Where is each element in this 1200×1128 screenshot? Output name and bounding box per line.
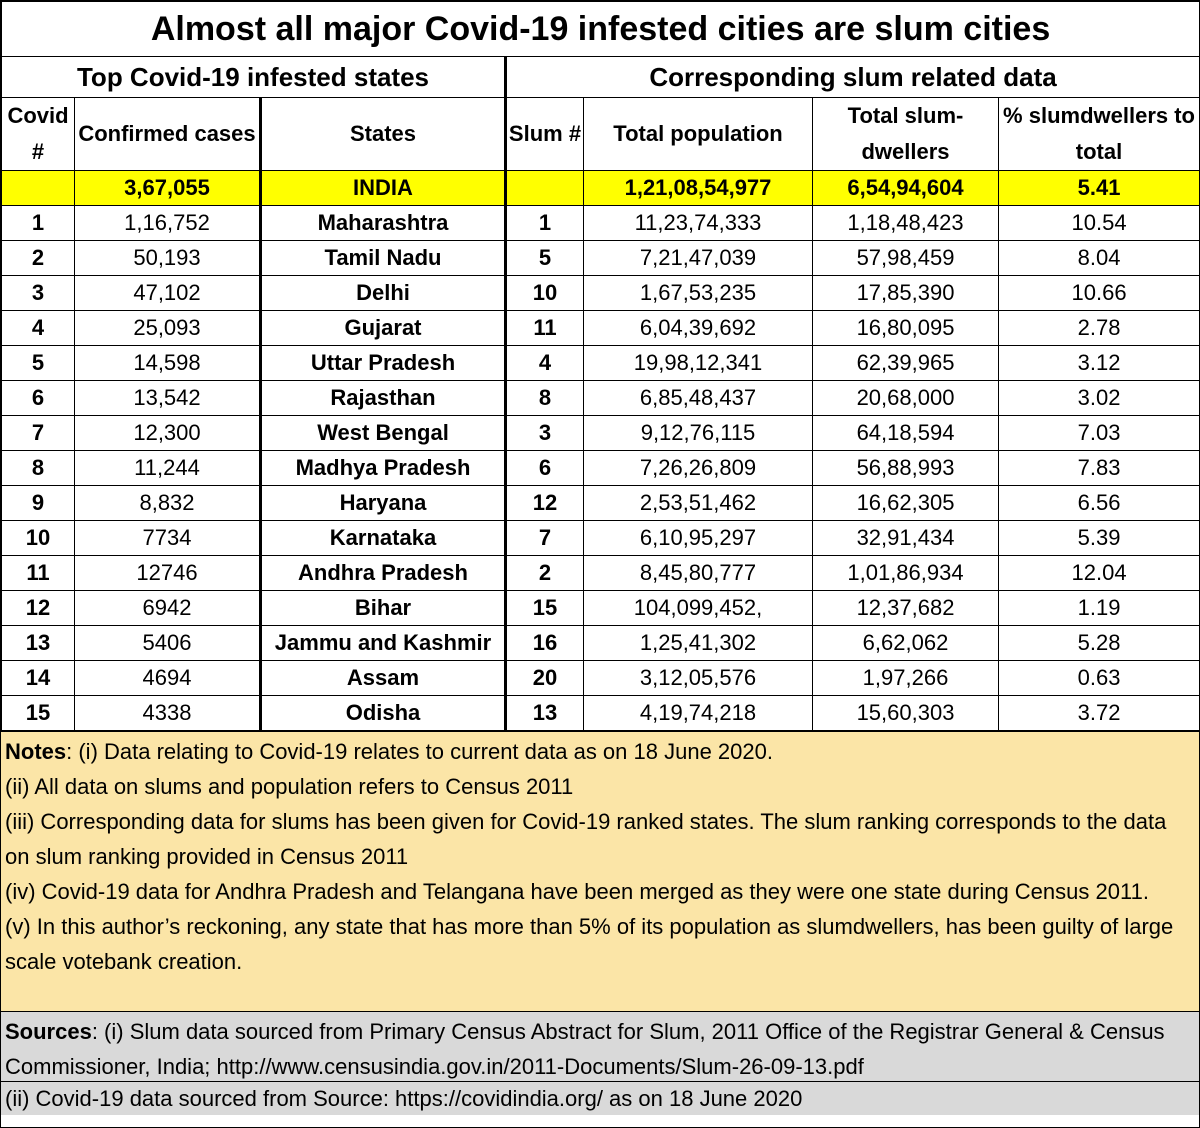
- confirmed-cases: 1,16,752: [75, 206, 261, 241]
- note-line: (iv) Covid-19 data for Andhra Pradesh and Telangana have been merged as they were one state during Census 2011.: [5, 879, 1149, 904]
- total-slumdwellers: 20,68,000: [813, 381, 999, 416]
- covid-rank: 2: [2, 241, 75, 276]
- slum-rank: 2: [506, 556, 584, 591]
- confirmed-cases: 12,300: [75, 416, 261, 451]
- state-name: Tamil Nadu: [261, 241, 506, 276]
- slum-rank: 12: [506, 486, 584, 521]
- table-row: [2, 276, 1200, 311]
- confirmed-cases: 4694: [75, 661, 261, 696]
- total-population: 104,099,452,: [584, 591, 813, 626]
- total-slumdwellers: 62,39,965: [813, 346, 999, 381]
- pct-slumdwellers: 12.04: [999, 556, 1200, 591]
- total-population: 4,19,74,218: [584, 696, 813, 731]
- confirmed-cases: 50,193: [75, 241, 261, 276]
- total-slumdwellers: 6,62,062: [813, 626, 999, 661]
- pct-slumdwellers: 10.54: [999, 206, 1200, 241]
- sources-text: : (i) Slum data sourced from Primary Census Abstract for Slum, 2011 Office of the Registrar General & Census Commissioner, India; http://www.censusindia.gov.in/2011-Documents/Slum-26-09-13.pdf: [5, 1019, 1165, 1079]
- slum-rank: 10: [506, 276, 584, 311]
- covid-rank: 14: [2, 661, 75, 696]
- total-population: 6,10,95,297: [584, 521, 813, 556]
- covid-rank: 13: [2, 626, 75, 661]
- pct-slumdwellers: 5.28: [999, 626, 1200, 661]
- note-line: (iii) Corresponding data for slums has been given for Covid-19 ranked states. The slum ranking corresponds to the data on slum ranking provided in Census 2011: [5, 809, 1167, 869]
- table-row: [2, 416, 1200, 451]
- group-header-covid: Top Covid-19 infested states: [2, 57, 506, 98]
- total-population: 8,45,80,777: [584, 556, 813, 591]
- india-population: 1,21,08,54,977: [584, 171, 813, 206]
- pct-slumdwellers: 0.63: [999, 661, 1200, 696]
- state-name: Jammu and Kashmir: [261, 626, 506, 661]
- notes-section: [1, 731, 1199, 1011]
- slum-rank: 8: [506, 381, 584, 416]
- col-header-population: Total population: [584, 98, 813, 171]
- total-population: 1,67,53,235: [584, 276, 813, 311]
- sources-section: [1, 1011, 1199, 1081]
- pct-slumdwellers: 5.39: [999, 521, 1200, 556]
- table-row: [2, 311, 1200, 346]
- india-slum-rank: [506, 171, 584, 206]
- slum-rank: 15: [506, 591, 584, 626]
- confirmed-cases: 13,542: [75, 381, 261, 416]
- notes-label: Notes: [5, 739, 67, 764]
- pct-slumdwellers: 10.66: [999, 276, 1200, 311]
- slum-rank: 20: [506, 661, 584, 696]
- covid-rank: 11: [2, 556, 75, 591]
- total-slumdwellers: 1,97,266: [813, 661, 999, 696]
- pct-slumdwellers: 6.56: [999, 486, 1200, 521]
- confirmed-cases: 25,093: [75, 311, 261, 346]
- state-name: Uttar Pradesh: [261, 346, 506, 381]
- total-population: 7,26,26,809: [584, 451, 813, 486]
- page-title: Almost all major Covid-19 infested cities are slum cities: [2, 2, 1200, 57]
- state-name: Bihar: [261, 591, 506, 626]
- slum-rank: 7: [506, 521, 584, 556]
- slum-rank: 5: [506, 241, 584, 276]
- table-body: [2, 206, 1200, 731]
- confirmed-cases: 7734: [75, 521, 261, 556]
- total-slumdwellers: 16,80,095: [813, 311, 999, 346]
- covid-rank: 7: [2, 416, 75, 451]
- covid-rank: 8: [2, 451, 75, 486]
- data-table: [1, 1, 1200, 731]
- state-name: Karnataka: [261, 521, 506, 556]
- col-header-slumdwellers: Total slum-dwellers: [813, 98, 999, 171]
- state-name: Gujarat: [261, 311, 506, 346]
- india-confirmed: 3,67,055: [75, 171, 261, 206]
- covid-rank: 12: [2, 591, 75, 626]
- state-name: Madhya Pradesh: [261, 451, 506, 486]
- total-population: 7,21,47,039: [584, 241, 813, 276]
- total-population: 9,12,76,115: [584, 416, 813, 451]
- table-row: [2, 381, 1200, 416]
- total-slumdwellers: 15,60,303: [813, 696, 999, 731]
- col-header-covid-rank: Covid #: [2, 98, 75, 171]
- total-population: 2,53,51,462: [584, 486, 813, 521]
- slum-rank: 1: [506, 206, 584, 241]
- total-population: 1,25,41,302: [584, 626, 813, 661]
- pct-slumdwellers: 8.04: [999, 241, 1200, 276]
- india-pct: 5.41: [999, 171, 1200, 206]
- pct-slumdwellers: 2.78: [999, 311, 1200, 346]
- state-name: Andhra Pradesh: [261, 556, 506, 591]
- total-slumdwellers: 12,37,682: [813, 591, 999, 626]
- pct-slumdwellers: 3.02: [999, 381, 1200, 416]
- total-population: 11,23,74,333: [584, 206, 813, 241]
- slum-rank: 6: [506, 451, 584, 486]
- col-header-states: States: [261, 98, 506, 171]
- confirmed-cases: 8,832: [75, 486, 261, 521]
- col-header-pct: % slumdwellers to total: [999, 98, 1200, 171]
- slum-rank: 11: [506, 311, 584, 346]
- slum-rank: 13: [506, 696, 584, 731]
- total-population: 19,98,12,341: [584, 346, 813, 381]
- pct-slumdwellers: 3.12: [999, 346, 1200, 381]
- sources-secondary: (ii) Covid-19 data sourced from Source: https://covidindia.org/ as on 18 June 2020: [1, 1081, 1199, 1115]
- covid-rank: 3: [2, 276, 75, 311]
- table-row: [2, 451, 1200, 486]
- india-covid-rank: [2, 171, 75, 206]
- state-name: Maharashtra: [261, 206, 506, 241]
- total-slumdwellers: 57,98,459: [813, 241, 999, 276]
- total-population: 6,04,39,692: [584, 311, 813, 346]
- confirmed-cases: 4338: [75, 696, 261, 731]
- total-slumdwellers: 1,01,86,934: [813, 556, 999, 591]
- total-slumdwellers: 32,91,434: [813, 521, 999, 556]
- india-total-row: [2, 171, 1200, 206]
- group-header-slum: Corresponding slum related data: [506, 57, 1200, 98]
- covid-rank: 10: [2, 521, 75, 556]
- covid-rank: 15: [2, 696, 75, 731]
- table-row: [2, 486, 1200, 521]
- confirmed-cases: 12746: [75, 556, 261, 591]
- table-row: [2, 591, 1200, 626]
- total-slumdwellers: 16,62,305: [813, 486, 999, 521]
- total-slumdwellers: 17,85,390: [813, 276, 999, 311]
- note-line: (v) In this author’s reckoning, any state that has more than 5% of its population as slumdwellers, has been guilty of large scale votebank creation.: [5, 914, 1174, 974]
- state-name: Haryana: [261, 486, 506, 521]
- confirmed-cases: 47,102: [75, 276, 261, 311]
- slum-rank: 4: [506, 346, 584, 381]
- total-slumdwellers: 56,88,993: [813, 451, 999, 486]
- table-row: [2, 696, 1200, 731]
- table-row: [2, 346, 1200, 381]
- covid-rank: 9: [2, 486, 75, 521]
- state-name: West Bengal: [261, 416, 506, 451]
- total-population: 6,85,48,437: [584, 381, 813, 416]
- table-row: [2, 241, 1200, 276]
- table-row: [2, 556, 1200, 591]
- col-header-confirmed: Confirmed cases: [75, 98, 261, 171]
- covid-rank: 6: [2, 381, 75, 416]
- state-name: Rajasthan: [261, 381, 506, 416]
- total-slumdwellers: 64,18,594: [813, 416, 999, 451]
- india-slumdwellers: 6,54,94,604: [813, 171, 999, 206]
- confirmed-cases: 11,244: [75, 451, 261, 486]
- pct-slumdwellers: 7.03: [999, 416, 1200, 451]
- confirmed-cases: 5406: [75, 626, 261, 661]
- slum-rank: 16: [506, 626, 584, 661]
- covid-rank: 1: [2, 206, 75, 241]
- pct-slumdwellers: 1.19: [999, 591, 1200, 626]
- pct-slumdwellers: 3.72: [999, 696, 1200, 731]
- covid-rank: 5: [2, 346, 75, 381]
- col-header-slum-rank: Slum #: [506, 98, 584, 171]
- total-slumdwellers: 1,18,48,423: [813, 206, 999, 241]
- table-row: [2, 521, 1200, 556]
- sources-label: Sources: [5, 1019, 92, 1044]
- state-name: Assam: [261, 661, 506, 696]
- total-population: 3,12,05,576: [584, 661, 813, 696]
- state-name: Delhi: [261, 276, 506, 311]
- note-line: Notes: (i) Data relating to Covid-19 relates to current data as on 18 June 2020.: [5, 739, 773, 764]
- india-state: INDIA: [261, 171, 506, 206]
- table-row: [2, 206, 1200, 241]
- slum-rank: 3: [506, 416, 584, 451]
- table-row: [2, 626, 1200, 661]
- table-row: [2, 661, 1200, 696]
- state-name: Odisha: [261, 696, 506, 731]
- covid-rank: 4: [2, 311, 75, 346]
- confirmed-cases: 6942: [75, 591, 261, 626]
- note-line: (ii) All data on slums and population refers to Census 2011: [5, 774, 574, 799]
- pct-slumdwellers: 7.83: [999, 451, 1200, 486]
- confirmed-cases: 14,598: [75, 346, 261, 381]
